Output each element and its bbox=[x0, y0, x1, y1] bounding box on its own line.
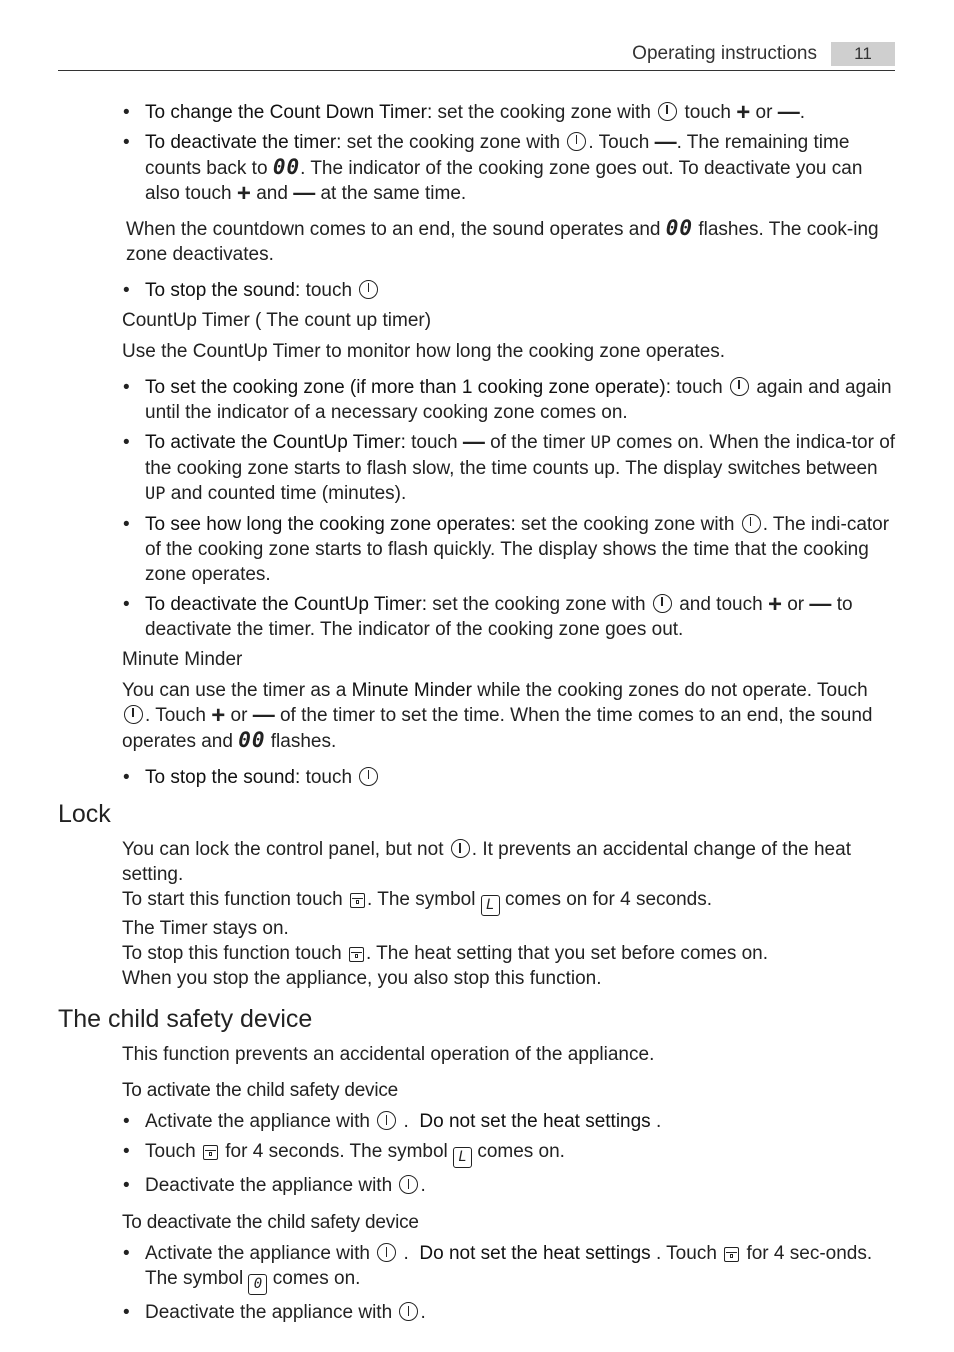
list-item: • Activate the appliance with . Do not set the heat settings . Touch for 4 sec-onds. The symbol 0 comes on. bbox=[145, 1241, 897, 1295]
lock-symbol-icon: L bbox=[453, 1147, 472, 1168]
list-item: • Deactivate the appliance with . bbox=[145, 1173, 897, 1198]
list-item: • To see how long the cooking zone operates: set the cooking zone with . The indi-cator of the cooking zone starts to flash quickly. The display shows the time that the cooking zone operates. bbox=[145, 512, 897, 587]
list-item: • To stop the sound: touch bbox=[145, 278, 897, 303]
page-header bbox=[58, 40, 895, 71]
section-heading-child-safety: The child safety device bbox=[58, 1005, 313, 1033]
minus-icon: — bbox=[293, 180, 316, 205]
lock-key-icon bbox=[724, 1247, 739, 1262]
paragraph: When the countdown comes to an end, the sound operates and 00 flashes. The cook-ing zone deactivates. bbox=[126, 216, 879, 265]
header-title: Operating instructions bbox=[632, 43, 817, 64]
page-number: 11 bbox=[831, 42, 895, 66]
timer-clock-icon bbox=[742, 514, 761, 533]
paragraph: You can use the timer as a Minute Minder while the cooking zones do not operate. Touch . Touch + or — of the timer to set the time. When the time comes to an end, the sound operates and 00 flashes. bbox=[122, 680, 873, 752]
subheading: To activate the child safety device bbox=[122, 1080, 399, 1101]
list-item: • To set the cooking zone (if more than 1 cooking zone operate): touch again and again until the indicator of a necessary cooking zone comes on. bbox=[145, 375, 897, 425]
list-item: • To activate the CountUp Timer: touch — of the timer UP comes on. When the indica-tor of the cooking zone starts to flash slow, the time counts up. The display switches between UP and counted time (minutes). bbox=[145, 430, 897, 507]
display-zero: 00 bbox=[272, 155, 301, 179]
minus-icon: — bbox=[462, 429, 485, 454]
zero-symbol-icon: 0 bbox=[248, 1274, 267, 1295]
timer-clock-icon bbox=[653, 594, 672, 613]
plus-icon: + bbox=[211, 702, 226, 729]
list-item: • Activate the appliance with . Do not set the heat settings . bbox=[145, 1109, 897, 1134]
subheading: CountUp Timer ( The count up timer) bbox=[122, 310, 432, 331]
timer-clock-icon bbox=[730, 377, 749, 396]
display-up: UP bbox=[590, 433, 611, 453]
timer-clock-icon bbox=[359, 280, 378, 299]
lock-key-icon bbox=[203, 1145, 218, 1160]
on-off-icon bbox=[377, 1243, 396, 1262]
plus-icon: + bbox=[236, 180, 251, 207]
list-item: • Deactivate the appliance with . bbox=[145, 1300, 897, 1325]
minus-icon: — bbox=[777, 99, 800, 124]
minus-icon: — bbox=[654, 129, 677, 154]
list-item: • To deactivate the timer: set the cooking zone with . Touch —. The remaining time counts back to 00. The indicator of the cooking zone goes out. To deactivate you can also touch + and — at the same time. bbox=[145, 130, 897, 206]
display-up: UP bbox=[145, 484, 166, 504]
lock-symbol-icon: L bbox=[481, 895, 500, 916]
minus-icon: — bbox=[809, 591, 832, 616]
list-item: • To change the Count Down Timer: set the cooking zone with touch + or —. bbox=[145, 100, 897, 125]
main-content bbox=[58, 100, 898, 1330]
timer-clock-icon bbox=[567, 132, 586, 151]
paragraph: You can lock the control panel, but not . It prevents an accidental change of the heat setting. To start this function touch . The symbol L comes on for 4 seconds. The Timer stays on. To stop this function touch . The heat setting that you set before comes on. When you stop the appliance, you also stop this function. bbox=[122, 839, 851, 989]
subheading: To deactivate the child safety device bbox=[122, 1212, 419, 1233]
list-item: • To deactivate the CountUp Timer: set the cooking zone with and touch + or — to deactivate the timer. The indicator of the cooking zone goes out. bbox=[145, 592, 897, 642]
subheading: Minute Minder bbox=[122, 649, 243, 670]
on-off-icon bbox=[451, 839, 470, 858]
paragraph: Use the CountUp Timer to monitor how long the cooking zone operates. bbox=[122, 341, 726, 362]
section-heading-lock: Lock bbox=[58, 800, 111, 828]
lock-key-icon bbox=[349, 947, 364, 962]
on-off-icon bbox=[377, 1111, 396, 1130]
on-off-icon bbox=[399, 1302, 418, 1321]
plus-icon: + bbox=[767, 591, 782, 618]
list-item: • To stop the sound: touch bbox=[145, 765, 897, 790]
on-off-icon bbox=[399, 1175, 418, 1194]
minus-icon: — bbox=[252, 702, 275, 727]
paragraph: This function prevents an accidental operation of the appliance. bbox=[122, 1044, 655, 1065]
timer-clock-icon bbox=[359, 767, 378, 786]
lock-key-icon bbox=[350, 893, 365, 908]
timer-clock-icon bbox=[124, 705, 143, 724]
list-item: • Touch for 4 seconds. The symbol L comes on. bbox=[145, 1139, 897, 1168]
display-zero: 00 bbox=[238, 728, 266, 752]
display-zero: 00 bbox=[665, 216, 694, 240]
plus-icon: + bbox=[736, 99, 751, 126]
timer-clock-icon bbox=[658, 102, 677, 121]
